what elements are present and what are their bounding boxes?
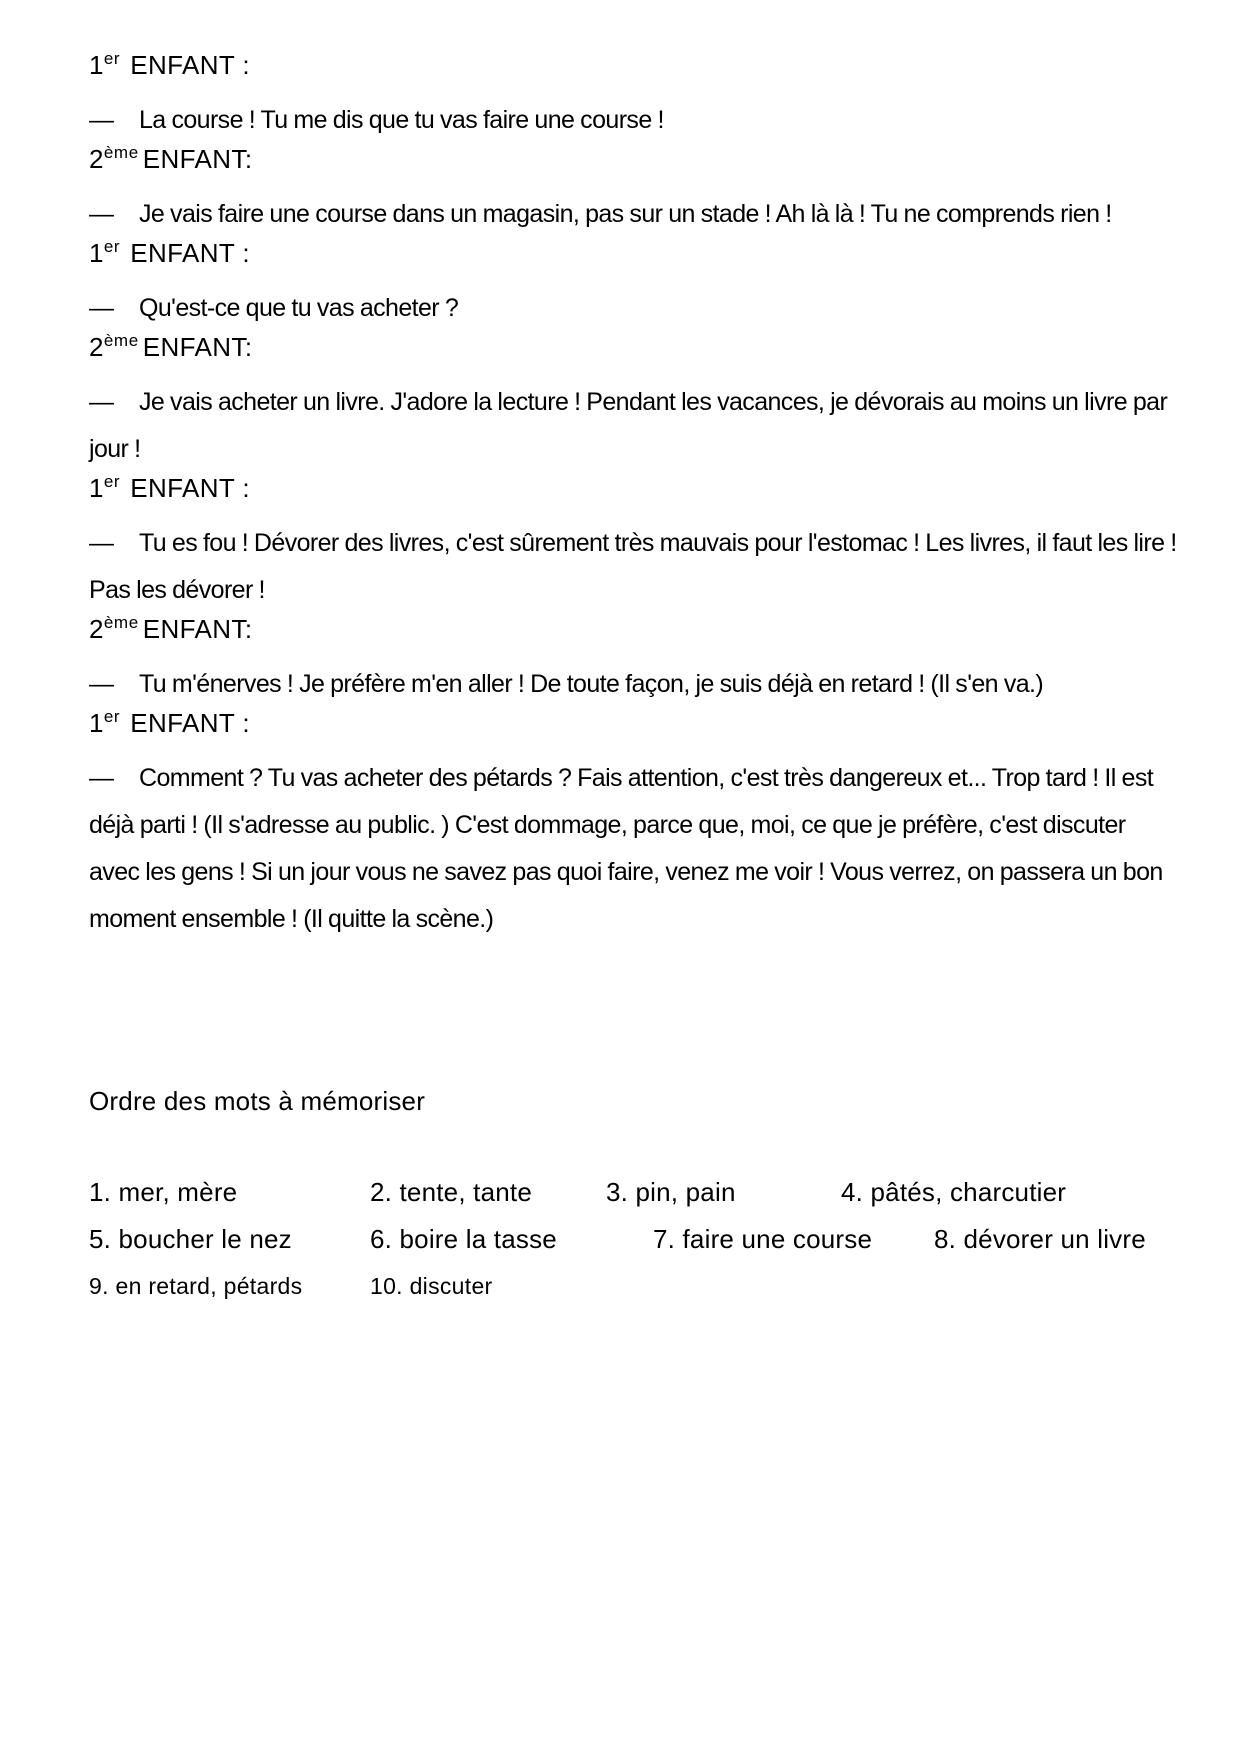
speaker-name: ENFANT: xyxy=(142,144,253,174)
memo-item: 2. tente, tante xyxy=(370,1177,533,1207)
speaker-label xyxy=(89,614,1179,644)
speaker-number: 1 xyxy=(89,708,104,738)
speaker-name: ENFANT : xyxy=(130,238,250,268)
line-text: Tu es fou ! Dévorer des livres, c'est sûrement très mauvais pour l'estomac ! Les livres, il faut les lire ! Pas les dévorer ! xyxy=(89,529,1177,604)
line-text: Je vais acheter un livre. J'adore la lecture ! Pendant les vacances, je dévorais au moins un livre par jour ! xyxy=(89,388,1168,463)
speaker-ordinal: ème xyxy=(103,143,139,162)
memo-item: 4. pâtés, charcutier xyxy=(841,1177,1067,1207)
speaker-ordinal: ème xyxy=(103,613,139,632)
speaker-label xyxy=(89,238,1179,268)
speaker-name: ENFANT: xyxy=(142,614,253,644)
dialogue-line xyxy=(89,520,1179,614)
dialogue-line xyxy=(89,661,1179,708)
speaker-label xyxy=(89,708,1179,738)
line-text: Je vais faire une course dans un magasin, pas sur un stade ! Ah là là ! Tu ne comprends rien ! xyxy=(139,200,1112,228)
memo-item: 7. faire une course xyxy=(653,1224,873,1254)
speaker-ordinal: er xyxy=(103,472,121,491)
dialogue-line xyxy=(89,97,1179,144)
memo-item: 8. dévorer un livre xyxy=(934,1224,1146,1254)
speaker-number: 2 xyxy=(89,614,104,644)
line-text: Comment ? Tu vas acheter des pétards ? Fais attention, c'est très dangereux et... Trop tard ! Il est déjà parti ! (Il s'adresse au public. ) C'est dommage, parce que, moi, ce que je préfère, c'est discuter avec les gens ! Si un jour vous ne savez pas quoi faire, venez me voir ! Vous verrez, on passera un bon moment ensemble ! (Il quitte la scène.) xyxy=(89,764,1163,933)
dash: — xyxy=(89,764,114,792)
line-text: La course ! Tu me dis que tu vas faire une course ! xyxy=(139,106,664,134)
dash: — xyxy=(89,200,114,228)
memo-words xyxy=(89,1177,1189,1318)
dash: — xyxy=(89,670,114,698)
memo-heading: Ordre des mots à mémoriser xyxy=(89,1086,426,1116)
speaker-number: 1 xyxy=(89,238,104,268)
memo-row xyxy=(89,1224,1189,1271)
memo-item: 10. discuter xyxy=(370,1273,493,1299)
speaker-name: ENFANT : xyxy=(130,50,250,80)
speaker-name: ENFANT : xyxy=(130,708,250,738)
speaker-ordinal: er xyxy=(103,237,121,256)
line-text: Qu'est-ce que tu vas acheter ? xyxy=(139,294,459,322)
speaker-label xyxy=(89,144,1179,174)
speaker-ordinal: ème xyxy=(103,331,139,350)
memo-row xyxy=(89,1271,1189,1318)
memo-item: 1. mer, mère xyxy=(89,1177,238,1207)
speaker-number: 2 xyxy=(89,332,104,362)
memo-row xyxy=(89,1177,1189,1224)
dialogue-line xyxy=(89,379,1179,473)
dialogue xyxy=(89,50,1179,943)
speaker-ordinal: er xyxy=(103,49,121,68)
speaker-label xyxy=(89,50,1179,80)
memo-item: 5. boucher le nez xyxy=(89,1224,292,1254)
memo-item: 3. pin, pain xyxy=(606,1177,736,1207)
dialogue-line xyxy=(89,755,1179,943)
dash: — xyxy=(89,106,114,134)
speaker-name: ENFANT: xyxy=(142,332,253,362)
line-text: Tu m'énerves ! Je préfère m'en aller ! De toute façon, je suis déjà en retard ! (Il s'en va.) xyxy=(139,670,1044,698)
memo-item: 9. en retard, pétards xyxy=(89,1273,303,1299)
speaker-number: 1 xyxy=(89,50,104,80)
dash: — xyxy=(89,388,114,416)
memo-item: 6. boire la tasse xyxy=(370,1224,557,1254)
dialogue-line xyxy=(89,191,1179,238)
speaker-name: ENFANT : xyxy=(130,473,250,503)
dash: — xyxy=(89,294,114,322)
speaker-ordinal: er xyxy=(103,707,121,726)
dash: — xyxy=(89,529,114,557)
speaker-label xyxy=(89,473,1179,503)
speaker-number: 1 xyxy=(89,473,104,503)
dialogue-line xyxy=(89,285,1179,332)
speaker-label xyxy=(89,332,1179,362)
speaker-number: 2 xyxy=(89,144,104,174)
